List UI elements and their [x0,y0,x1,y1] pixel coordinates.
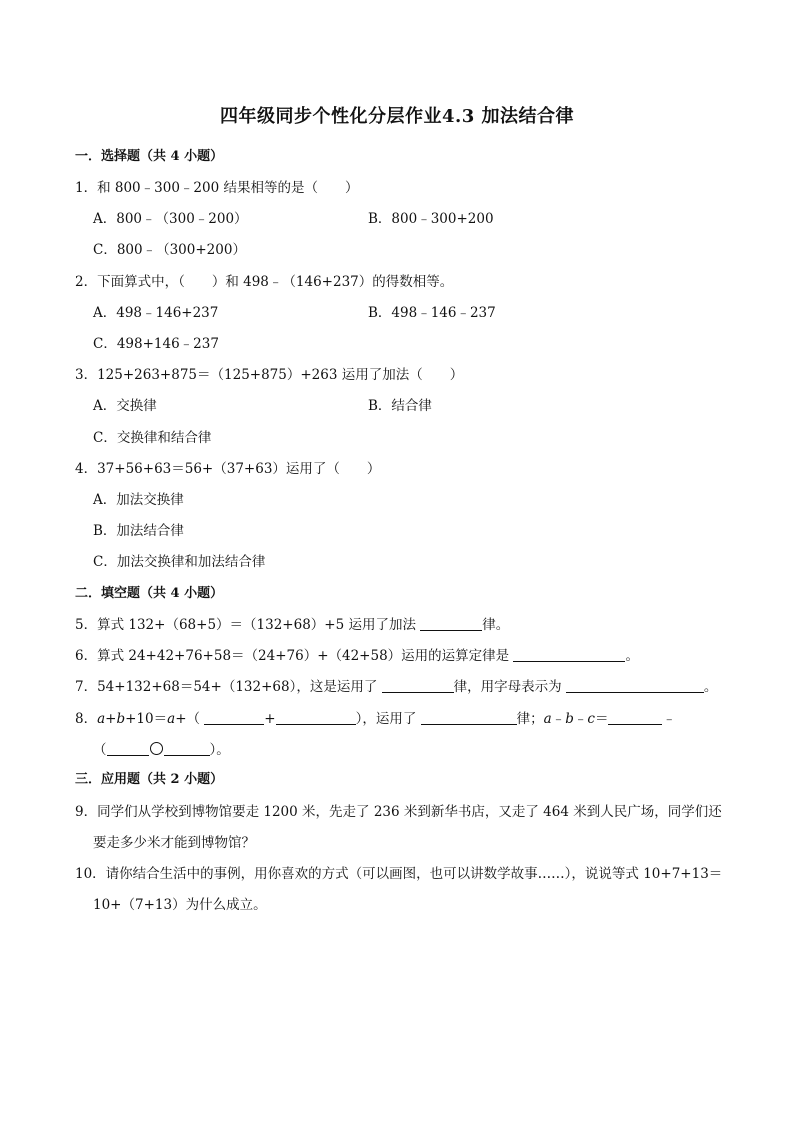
answer-blank[interactable] [382,678,454,693]
question-5-text: 5．算式 132+（68+5）＝（132+68）+5 运用了加法 [75,617,421,633]
answer-blank[interactable] [276,710,356,725]
question-2-option-a: A．498﹣146+237 [93,305,219,321]
answer-blank[interactable] [608,710,662,725]
question-9-line-1: 9．同学们从学校到博物馆要走 1200 米，先走了 236 米到新华书店，又走了 464 米到人民广场，同学们还 [75,804,722,820]
question-6-text: 6．算式 24+42+76+58＝（24+76）+（42+58）运用的运算定律是 [75,648,514,664]
question-3-option-c: C．交换律和结合律 [93,430,212,446]
question-8-line-2 [93,738,230,758]
question-8-close: ），运用了 [355,711,421,727]
var-c: c [587,711,595,727]
question-8 [75,707,676,727]
answer-blank[interactable] [421,710,517,725]
question-9-line-2: 要走多少米才能到博物馆？ [93,835,255,851]
answer-blank[interactable] [566,678,704,693]
minus-sign: ﹣ [551,711,566,727]
plus-sign: + [105,711,117,727]
question-3-option-b: B．结合律 [368,398,432,414]
var-b: b [565,711,574,727]
question-7-mid: 律，用字母表示为 [453,679,566,695]
operator-circle-icon[interactable] [150,742,163,755]
page-title: 四年级同步个性化分层作业4.3 加法结合律 [219,106,575,127]
question-7-suffix: 。 [703,679,718,695]
question-8-eq: +10＝ [125,711,168,727]
close-paren: ）。 [209,742,230,758]
question-4-option-c: C．加法交换律和加法结合律 [93,554,266,570]
question-1: 1．和 800﹣300﹣200 结果相等的是（ ） [75,180,359,196]
question-3: 3．125+263+875＝（125+875）+263 运用了加法（ ） [75,367,464,383]
var-a: a [97,711,106,727]
answer-blank[interactable] [107,741,149,756]
minus-sign: ﹣ [662,711,676,727]
answer-blank[interactable] [513,647,625,662]
plus-sign: + [264,711,276,727]
var-a: a [543,711,552,727]
section-heading-fill: 二．填空题（共 4 小题） [75,586,224,601]
section-heading-choice: 一．选择题（共 4 小题） [75,149,224,164]
question-4: 4．37+56+63＝56+（37+63）运用了（ ） [75,461,381,477]
var-a: a [167,711,176,727]
minus-sign: ﹣ [573,711,588,727]
question-1-option-c: C．800﹣（300+200） [93,242,246,258]
question-10-line-2: 10+（7+13）为什么成立。 [93,897,267,913]
question-5-suffix: 律。 [482,617,510,633]
question-5 [75,613,509,633]
question-1-option-a: A．800﹣（300﹣200） [93,211,248,227]
answer-blank[interactable] [164,741,210,756]
open-paren: （ [93,742,107,758]
question-8-law: 律； [516,711,544,727]
section-heading-application: 三．应用题（共 2 小题） [75,772,224,787]
question-2-option-b: B．498﹣146﹣237 [368,305,496,321]
question-2: 2．下面算式中，（ ）和 498﹣（146+237）的得数相等。 [75,274,454,290]
question-6-suffix: 。 [625,648,639,664]
question-6 [75,644,639,664]
plus-paren: +（ [175,711,200,727]
var-b: b [116,711,126,727]
question-4-option-a: A．加法交换律 [93,492,184,508]
question-4-option-b: B．加法结合律 [93,523,184,539]
answer-blank[interactable] [204,710,264,725]
question-3-option-a: A．交换律 [93,398,157,414]
question-7-text: 7．54+132+68＝54+（132+68），这是运用了 [75,679,382,695]
question-2-option-c: C．498+146﹣237 [93,336,219,352]
question-8-number: 8． [75,711,98,727]
question-7 [75,675,717,695]
equals-sign: ＝ [594,711,609,727]
answer-blank[interactable] [420,616,482,631]
question-10-line-1: 10．请你结合生活中的事例，用你喜欢的方式（可以画图，也可以讲数学故事……），说说等式 10+7+13＝ [75,866,723,882]
question-1-option-b: B．800﹣300+200 [368,211,494,227]
